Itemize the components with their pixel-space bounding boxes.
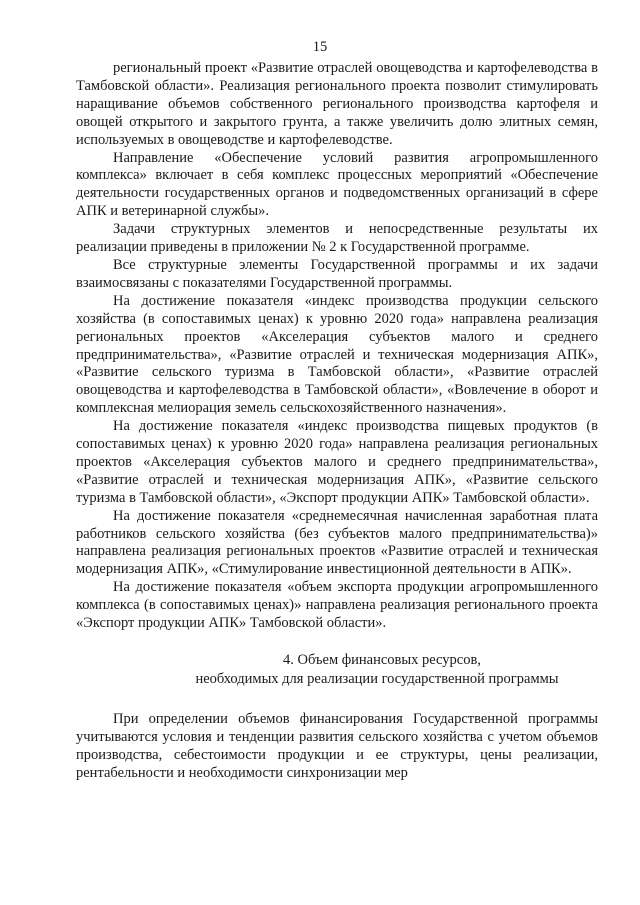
section-heading — [76, 651, 598, 689]
page-number: 15 — [312, 39, 328, 55]
section-heading-line2: необходимых для реализации государственной программы — [195, 671, 559, 687]
paragraph: Все структурные элементы Государственной программы и их задачи взаимосвязаны с показателями Государственной программы. — [76, 256, 598, 291]
paragraph: На достижение показателя «объем экспорта продукции агропромышленного комплекса (в сопоставимых ценах)» направлена реализация регионального проекта «Экспорт продукции АПК» Тамбовской области». — [76, 579, 598, 632]
paragraph: На достижение показателя «индекс производства продукции сельского хозяйства (в сопоставимых ценах) к уровню 2020 года» направлена реализация региональных проектов «Акселерация субъектов малого и среднего предпринимательства», «Развитие отраслей и техническая модернизация АПК», «Развитие сельского туризма в Тамбовской области», «Развитие отраслей овощеводства и картофелеводства в Тамбовской области», «Вовлечение в оборот и комплексная мелиорация земель сельскохозяйственного назначения». — [76, 292, 598, 417]
paragraph: Задачи структурных элементов и непосредственные результаты их реализации приведены в приложении № 2 к Государственной программе. — [76, 221, 598, 256]
section-heading-line1: 4. Объем финансовых ресурсов, — [283, 652, 481, 668]
document-body — [76, 60, 598, 783]
paragraph: При определении объемов финансирования Государственной программы учитываются условия и тенденции развития сельского хозяйства с учетом объемов производства, себестоимости продукции и ее структуры, цены реализации, рентабельности и необходимости синхронизации мер — [76, 711, 598, 781]
paragraph: Направление «Обеспечение условий развития агропромышленного комплекса» включает в себя комплекс процессных мероприятий «Обеспечение деятельности государственных органов и подведомственных организаций в сфере АПК и ветеринарной службы». — [76, 149, 598, 220]
paragraph: региональный проект «Развитие отраслей овощеводства и картофелеводства в Тамбовской области». Реализация регионального проекта позволит стимулировать наращивание объемов собственного регионального производства картофеля и овощей открытого и закрытого грунта, а также увеличить долю элитных семян, используемых в овощеводстве и картофелеводстве. — [76, 60, 598, 148]
paragraph: На достижение показателя «индекс производства пищевых продуктов (в сопоставимых ценах) к уровню 2020 года» направлена реализация региональных проектов «Акселерация субъектов малого и среднего предпринимательства», «Развитие отраслей и техническая модернизация АПК», «Развитие сельского туризма в Тамбовской области», «Экспорт продукции АПК» Тамбовской области». — [76, 418, 598, 506]
paragraph: На достижение показателя «среднемесячная начисленная заработная плата работников сельского хозяйства (без субъектов малого предпринимательства)» направлена реализация региональных проектов «Развитие отраслей и техническая модернизация АПК», «Стимулирование инвестиционной деятельности в АПК». — [76, 507, 598, 578]
